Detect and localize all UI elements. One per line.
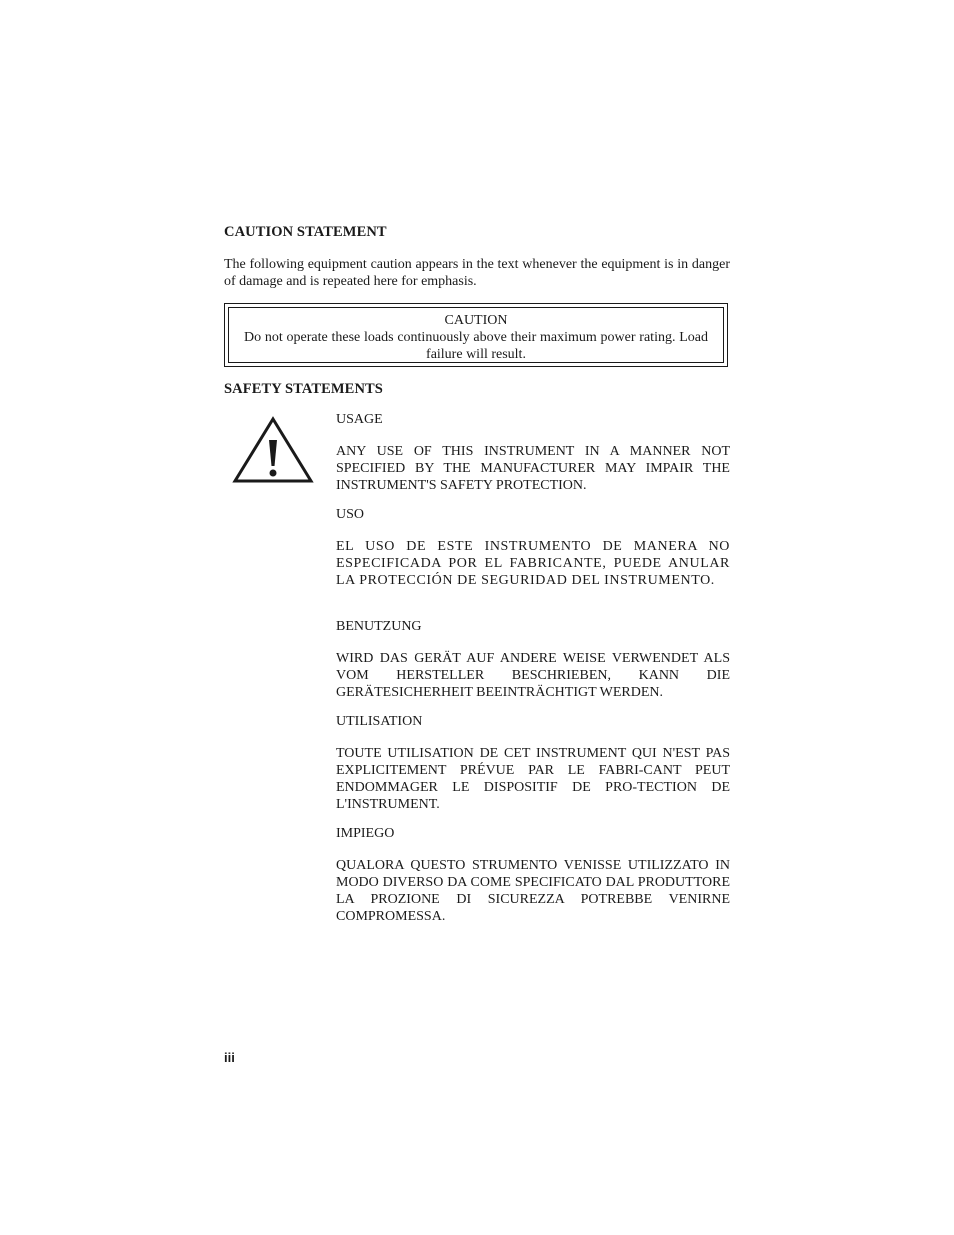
statement-label-uso: USO <box>336 507 365 522</box>
caution-intro-paragraph: The following equipment caution appears in the text whenever the equipment is in danger of damage and is repeated here for emphasis. <box>224 257 730 289</box>
warning-triangle-icon <box>232 416 314 484</box>
statement-label-utilisation: UTILISATION <box>336 714 423 729</box>
statement-text-impiego: QUALORA QUESTO STRUMENTO VENISSE UTILIZZATO IN MODO DIVERSO DA COME SPECIFICATO DAL PRODUTTORE LA PROZIONE DI SICUREZZA POTREBBE VENIRNE COMPROMESSA. <box>336 858 730 924</box>
statement-text-utilisation: TOUTE UTILISATION DE CET INSTRUMENT QUI N'EST PAS EXPLICITEMENT PRÉVUE PAR LE FABRI-CANT PEUT ENDOMMAGER LE DISPOSITIF DE PRO-TECTION DE L'INSTRUMENT. <box>336 746 730 812</box>
caution-box-title: CAUTION <box>444 313 508 328</box>
caution-box-text: Do not operate these loads continuously above their maximum power rating. Load failure will result. <box>244 330 708 362</box>
statement-label-impiego: IMPIEGO <box>336 826 395 841</box>
safety-statements-heading: SAFETY STATEMENTS <box>224 381 383 397</box>
statement-text-uso: EL USO DE ESTE INSTRUMENTO DE MANERA NO ESPECIFICADA POR EL FABRICANTE, PUEDE ANULAR LA PROTECCIÓN DE SEGURIDAD DEL INSTRUMENTO. <box>336 539 730 588</box>
statement-label-benutzung: BENUTZUNG <box>336 619 422 634</box>
caution-statement-heading: CAUTION STATEMENT <box>224 224 387 240</box>
statement-label-usage: USAGE <box>336 412 383 427</box>
caution-box <box>224 303 728 367</box>
statement-text-benutzung: WIRD DAS GERÄT AUF ANDERE WEISE VERWENDET ALS VOM HERSTELLER BESCHRIEBEN, KANN DIE GERÄTESICHERHEIT BEEINTRÄCHTIGT WERDEN. <box>336 651 730 700</box>
page-number: iii <box>224 1050 235 1065</box>
statement-text-usage: ANY USE OF THIS INSTRUMENT IN A MANNER NOT SPECIFIED BY THE MANUFACTURER MAY IMPAIR THE INSTRUMENT'S SAFETY PROTECTION. <box>336 444 730 493</box>
